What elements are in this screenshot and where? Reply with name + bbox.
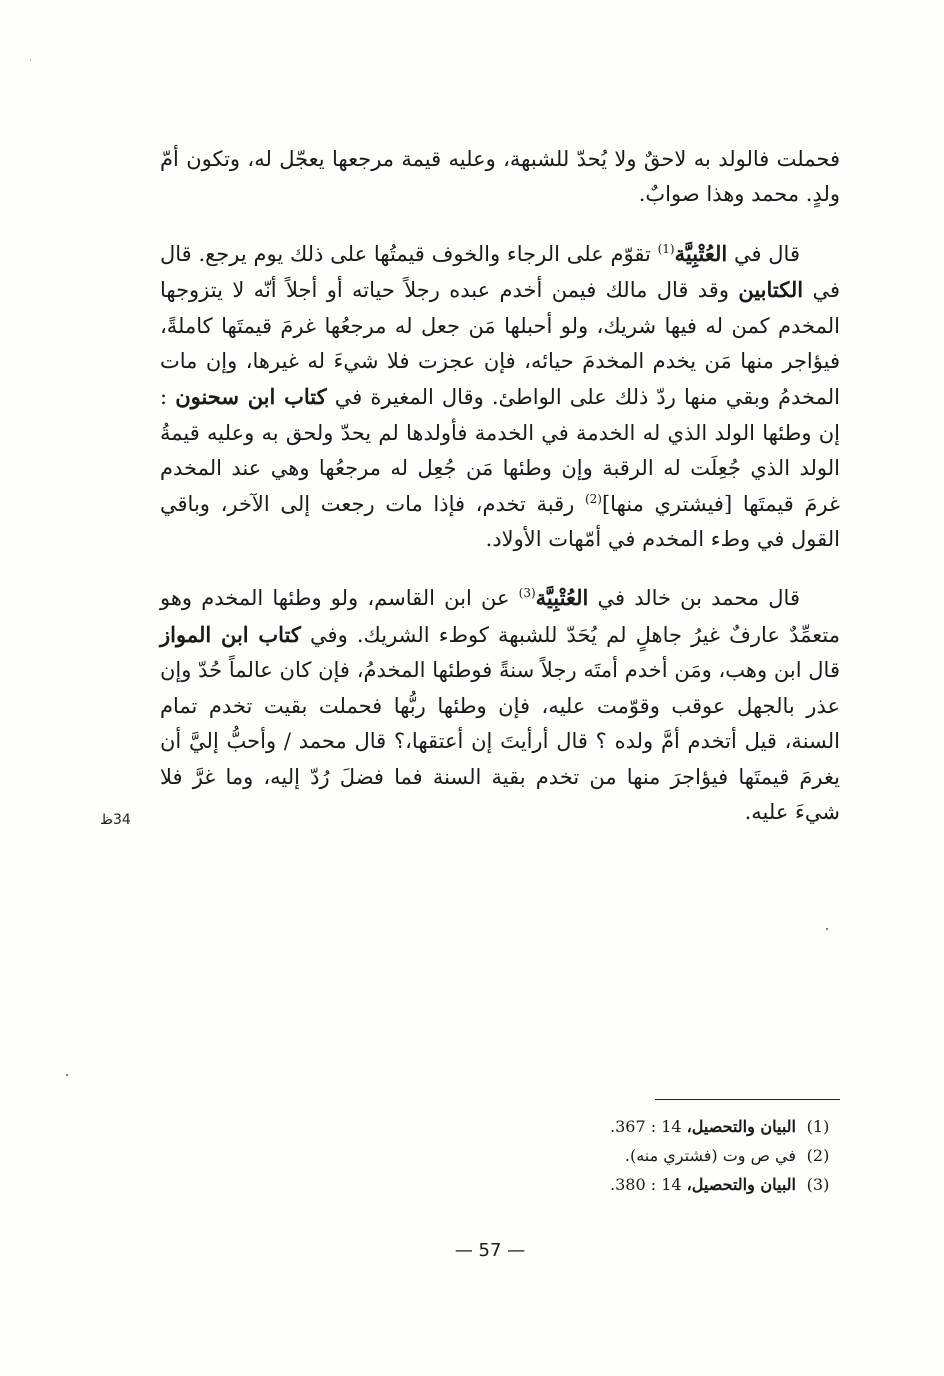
- footnote-marker: (1): [657, 241, 675, 256]
- footnote-1: [480, 1112, 840, 1141]
- text-run: قال محمد بن خالد في: [588, 586, 800, 611]
- footnote-marker: (3): [518, 586, 536, 601]
- scan-speck: [30, 60, 31, 61]
- footnote-number: (2): [806, 1146, 830, 1165]
- page-number: — 57 —: [454, 1240, 526, 1261]
- scan-speck: [826, 928, 828, 930]
- text-run: وقد قال مالك فيمن أخدم عبده رجلاً حياته أو أجلاً أنّه لا يتزوجها المخدم كمن له فيها شريك، ولو أحبلها مَن جعل له مرجعُها غرمَ قيمتَها كاملةً، فيؤاجر منها مَن يخدم المخدمَ حيائه، فإن عجزت فلا شيءَ له غيرها، وإن مات المخدمُ وبقي منها ردّ ذلك على الواطئ. وقال المغيرة في: [160, 278, 840, 410]
- cited-work: كتاب ابن المواز: [160, 621, 301, 647]
- cited-work: العُتْبِيَّة: [535, 585, 589, 611]
- footnote-text: [610, 1170, 796, 1199]
- scan-speck: [66, 1074, 68, 1076]
- main-text: [160, 142, 840, 853]
- footnote-2: [480, 1141, 840, 1170]
- paragraph-1: [160, 142, 840, 213]
- cited-work: الكتابين: [738, 277, 804, 303]
- text-run: قال في: [727, 241, 800, 266]
- text-run: : إن وطئها الولد الذي له الخدمة في الخدمة فأولدها لم يحدّ ولحق به وعليه قيمةُ الولد الذي جُعِلَت له الرقبة وإن وطئها مَن جُعِل له مرجعُها وهي عند المخدم غرمَ قيمتَها [فيشتري منها]: [160, 385, 840, 516]
- text-run: تقوّم على الرجاء والخوف قيمتُها على ذلك يوم يرجع. قال في: [160, 241, 841, 303]
- cited-work: العُتْبِيَّة: [674, 240, 728, 266]
- text-run: رقبة تخدم، فإذا مات رجعت إلى الآخر، وباقي القول في وطء المخدم في أمّهات الأولاد.: [160, 491, 840, 552]
- paragraph-3: [160, 580, 840, 830]
- footnote-reference: 14 : 367.: [609, 1117, 687, 1136]
- footnote-number: (3): [806, 1175, 830, 1194]
- paragraph-2: [160, 236, 840, 558]
- text-run: قال ابن وهب، ومَن أخدم أمتَه رجلاً سنةً فوطئها المخدمُ، فإن كان عالماً حُدّ وإن عذر بالجهل عوقب وقوّمت عليه، فإن وطئها ربُّها فحملت بقيت تخدم تمام السنة، قيل أتخدم أمَّ ولده ؟ قال أرأيتَ إن أعتقها،؟ قال محمد / وأحبُّ إليَّ أن يغرمَ قيمتَها فيؤاجرَ منها من تخدم بقية السنة فما فضلَ رُدّ إليه، وما غرَّ فلا شيءَ عليه.: [160, 658, 840, 824]
- footnotes: [480, 1112, 840, 1199]
- footnote-reference: في ص وت (فشتري منه).: [624, 1146, 796, 1165]
- footnote-reference: 14 : 380.: [609, 1175, 687, 1194]
- text-run: فحملت فالولد به لاحقٌ ولا يُحدّ للشبهة، وعليه قيمة مرجعها يعجّل له، وتكون أمّ ولدٍ. محمد وهذا صوابٌ.: [160, 147, 840, 207]
- footnote-source: البيان والتحصيل،: [686, 1175, 796, 1194]
- footnote-text: [625, 1141, 796, 1170]
- folio-margin-note: 34ظ: [100, 812, 131, 828]
- footnote-source: البيان والتحصيل،: [686, 1117, 796, 1136]
- footnote-number: (1): [806, 1117, 830, 1136]
- footnote-3: [480, 1170, 840, 1199]
- text-run: عن ابن القاسم، ولو وطئها المخدم وهو متعمِّدٌ عارفٌ غيرُ جاهلٍ لم يُحَدّ للشبهة كوطء الشريك. وفي: [160, 586, 840, 647]
- footnote-marker: (2): [584, 491, 602, 506]
- footnote-text: [610, 1112, 796, 1141]
- cited-work: كتاب ابن سحنون: [175, 384, 327, 410]
- footnote-separator: [655, 1099, 840, 1100]
